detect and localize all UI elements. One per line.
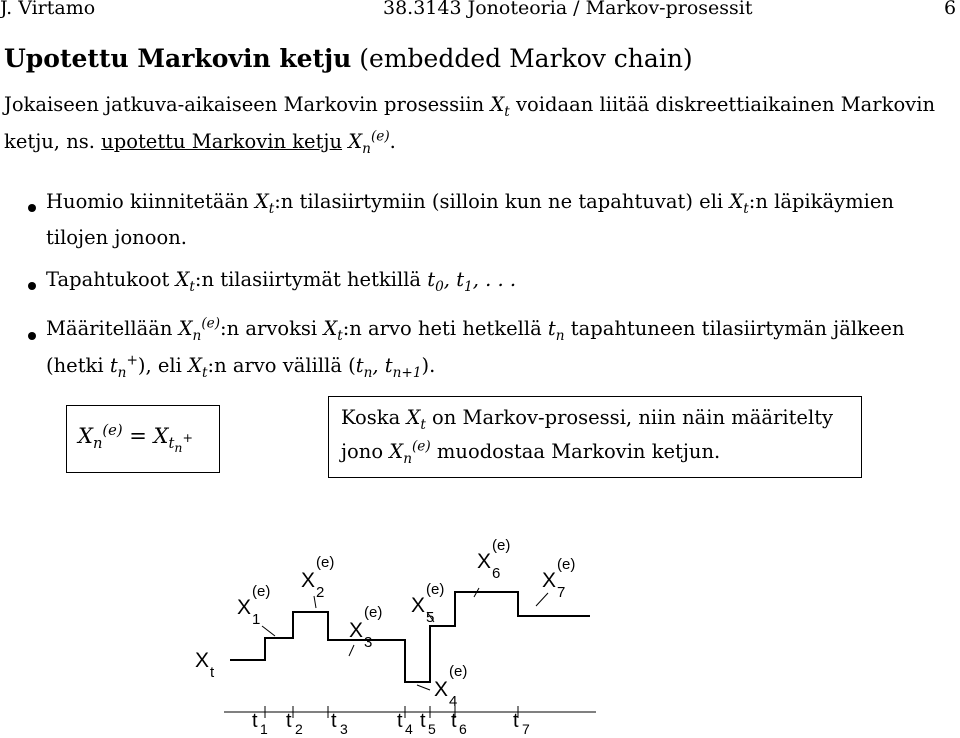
svg-text:6: 6 bbox=[492, 565, 501, 582]
b2-a: Tapahtukoot bbox=[46, 268, 170, 291]
embedded-chain-equation: $X_n^{(e)} = X_{t_n^+}$ bbox=[78, 422, 193, 456]
title-rest: (embedded Markov chain) bbox=[359, 44, 693, 73]
b3-a: Määritellään bbox=[46, 317, 173, 340]
svg-text:X: X bbox=[349, 619, 364, 642]
svg-text:t: t bbox=[210, 664, 215, 681]
svg-text:t: t bbox=[252, 710, 258, 732]
svg-text:(e): (e) bbox=[252, 583, 271, 600]
bullet-1-line-2: tilojen jonoon. bbox=[46, 226, 187, 249]
process-label bbox=[195, 649, 215, 681]
svg-text:X: X bbox=[477, 550, 492, 573]
math-tn: $t_n$ bbox=[547, 317, 565, 344]
math-t-sequence: $t_0$, $t_1$, . . . bbox=[427, 268, 517, 295]
note-c: jono bbox=[341, 440, 384, 463]
state-label-3 bbox=[349, 604, 382, 651]
svg-text:X: X bbox=[411, 594, 426, 617]
header-course: 38.3143 Jonoteoria / Markov-prosessit bbox=[383, 0, 753, 19]
svg-text:5: 5 bbox=[426, 609, 435, 626]
svg-text:3: 3 bbox=[364, 634, 373, 651]
time-label-3 bbox=[331, 710, 348, 737]
note-b: on Markov-prosessi, niin näin määritelty bbox=[432, 406, 834, 429]
svg-text:5: 5 bbox=[428, 721, 436, 737]
state-label-5 bbox=[411, 581, 444, 626]
svg-text:X: X bbox=[237, 596, 252, 619]
svg-text:(e): (e) bbox=[557, 556, 576, 573]
svg-text:(e): (e) bbox=[426, 581, 445, 598]
svg-text:X: X bbox=[301, 569, 316, 592]
svg-text:t: t bbox=[451, 710, 457, 732]
b3-l2-a: (hetki bbox=[46, 354, 104, 377]
b2-b: :n tilasiirtymät hetkillä bbox=[194, 268, 422, 291]
b1-c: :n läpikäymien bbox=[748, 190, 894, 213]
math-Xt: $X_t$ bbox=[254, 190, 275, 217]
math-Xn-e: $X_n^{(e)}$ bbox=[389, 438, 431, 467]
svg-text:(e): (e) bbox=[316, 554, 335, 571]
svg-text:(e): (e) bbox=[492, 537, 511, 554]
time-label-6 bbox=[451, 710, 467, 737]
math-Xt: $X_t$ bbox=[729, 190, 749, 217]
intro-text-c: ketju, ns. bbox=[4, 130, 95, 153]
intro-text-b: voidaan liitää diskreettiaikainen Markovin bbox=[515, 93, 935, 116]
state-label-6 bbox=[477, 537, 510, 582]
state-label-1 bbox=[237, 583, 270, 628]
svg-text:7: 7 bbox=[522, 721, 530, 737]
svg-text:X: X bbox=[195, 649, 210, 672]
svg-text:4: 4 bbox=[405, 721, 413, 737]
svg-text:t: t bbox=[331, 710, 337, 732]
b1-b: :n tilasiirtymiin (silloin kun ne tapahtuvat) eli bbox=[274, 190, 724, 213]
math-Xt: $X_t$ bbox=[406, 406, 426, 433]
svg-text:6: 6 bbox=[459, 721, 467, 737]
math-Xt: $X_t$ bbox=[323, 317, 343, 344]
math-tn-plus: $t_n^+$ bbox=[109, 352, 138, 381]
svg-text:1: 1 bbox=[260, 721, 268, 737]
bullet-3-line-2: (hetki $t_n^+$), eli $X_t:n$ arvo välillä ($t_n$, $t_{n+1}$). bbox=[46, 352, 436, 381]
intro-underlined: upotettu Markovin ketju bbox=[101, 130, 343, 153]
note-d: muodostaa Markovin ketjun. bbox=[436, 440, 721, 463]
svg-text:t: t bbox=[420, 710, 426, 732]
svg-text:4: 4 bbox=[449, 693, 458, 710]
header-page-number: 6 bbox=[944, 0, 957, 19]
svg-text:2: 2 bbox=[316, 584, 325, 601]
math-Xt: $X_t$ bbox=[175, 268, 195, 295]
b1-a: Huomio kiinnitetään bbox=[46, 190, 249, 213]
math-Xt: $X_t$ bbox=[188, 354, 208, 381]
svg-text:t: t bbox=[397, 710, 403, 732]
title-bold: Upotettu Markovin ketju bbox=[4, 44, 352, 73]
intro-line-2: ketju, ns. upotettu Markovin ketju $X_n^{(e)}$. bbox=[4, 128, 396, 157]
b3-l2-b: ), eli bbox=[137, 354, 182, 377]
note-a: Koska bbox=[341, 406, 401, 429]
b3-d: tapahtuneen tilasiirtymän jälkeen bbox=[570, 317, 905, 340]
svg-text:t: t bbox=[513, 710, 519, 732]
math-Xt: $X_t$ bbox=[490, 93, 510, 120]
b3-c: :n arvo heti hetkellä bbox=[342, 317, 542, 340]
b3-l2-c: :n arvo välillä ( bbox=[207, 354, 356, 377]
svg-text:7: 7 bbox=[557, 584, 566, 601]
math-Xn-e: $X_n^{(e)}$ bbox=[348, 128, 390, 157]
svg-text:1: 1 bbox=[252, 611, 261, 628]
state-label-4 bbox=[434, 663, 467, 710]
svg-text:(e): (e) bbox=[364, 604, 383, 621]
intro-text-a: Jokaiseen jatkuva-aikaiseen Markovin prosessiin bbox=[4, 93, 485, 116]
time-label-1 bbox=[252, 710, 268, 737]
svg-text:t: t bbox=[286, 710, 292, 732]
svg-text:(e): (e) bbox=[449, 663, 468, 680]
svg-text:X: X bbox=[542, 569, 557, 592]
svg-text:3: 3 bbox=[340, 721, 348, 737]
svg-text:2: 2 bbox=[295, 721, 303, 737]
time-axis bbox=[224, 706, 596, 718]
math-interval: $t_n$, $t_{n+1}$ bbox=[355, 354, 422, 381]
header-author: J. Virtamo bbox=[0, 0, 96, 19]
time-label-5 bbox=[420, 710, 436, 737]
b3-b: :n arvoksi bbox=[220, 317, 318, 340]
time-label-2 bbox=[286, 710, 303, 737]
math-Xn-e: $X_n^{(e)}$ bbox=[178, 315, 221, 344]
svg-text:X: X bbox=[434, 678, 449, 701]
time-label-7 bbox=[513, 710, 530, 737]
state-label-2 bbox=[301, 554, 334, 601]
